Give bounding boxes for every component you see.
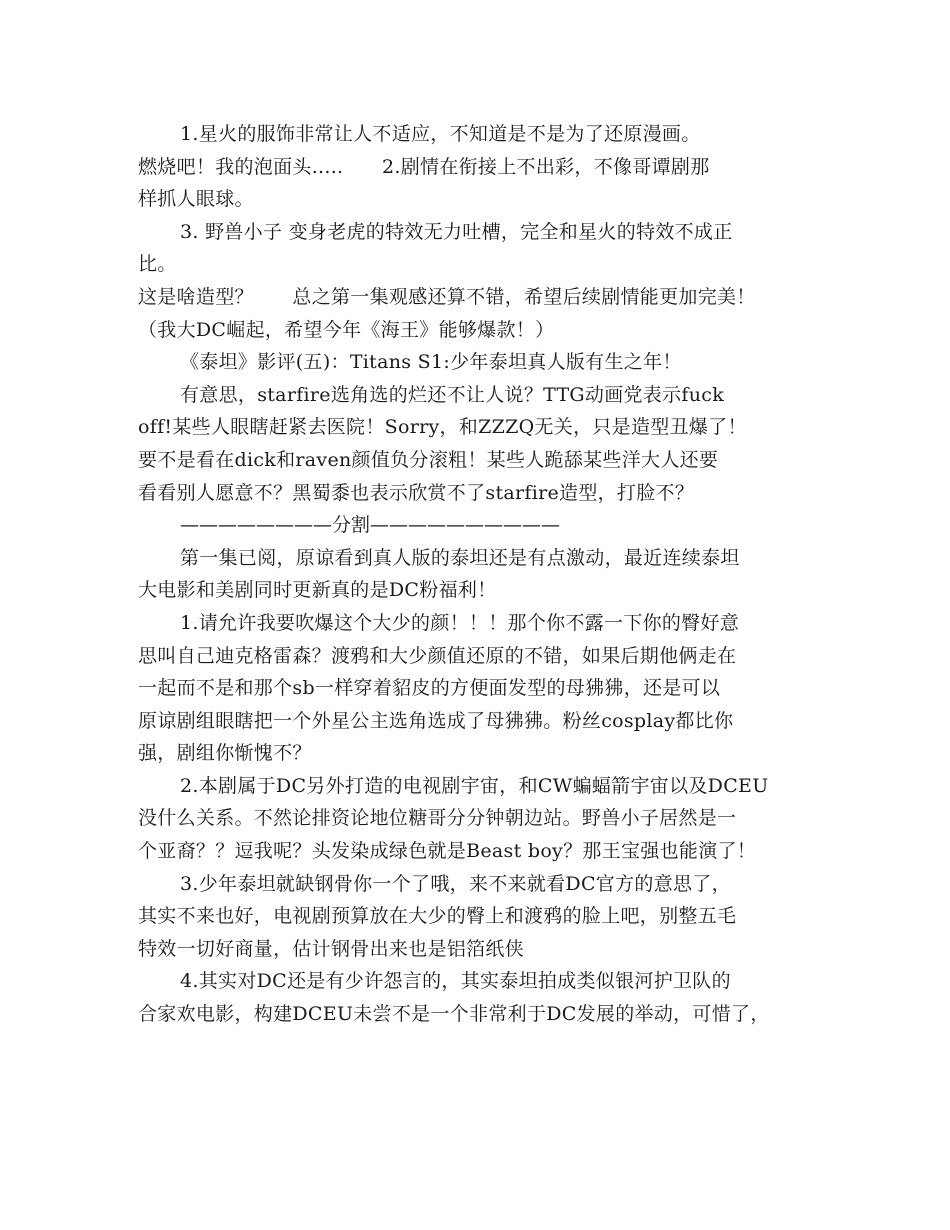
text-line: 要不是看在dick和raven颜值负分滚粗！某些人跪舔某些洋大人还要	[138, 448, 719, 471]
text-line: 3. 野兽小子 变身老虎的特效无力吐槽，完全和星火的特效不成正	[180, 220, 733, 243]
text-line: 2.本剧属于DC另外打造的电视剧宇宙，和CW蝙蝠箭宇宙以及DCEU	[180, 774, 769, 797]
text-line: 思叫自己迪克格雷森？渡鸦和大少颜值还原的不错，如果后期他俩走在	[138, 644, 737, 667]
text-line: 原谅剧组眼瞎把一个外星公主选角选成了母狒狒。粉丝cosplay都比你	[138, 709, 734, 732]
text-line: 样抓人眼球。	[138, 188, 254, 211]
text-line: 一起而不是和那个sb一样穿着貂皮的方便面发型的母狒狒，还是可以	[138, 677, 721, 700]
text-line: 看看别人愿意不？黑蜀黍也表示欣赏不了starfire造型，打脸不？	[138, 481, 695, 504]
text-line: 比。	[138, 253, 177, 276]
text-line: 4.其实对DC还是有少许怨言的，其实泰坦拍成类似银河护卫队的	[180, 970, 731, 993]
text-line: 强，剧组你惭愧不？	[138, 742, 312, 765]
text-line: 1.星火的服饰非常让人不适应，不知道是不是为了还原漫画。	[180, 123, 701, 145]
text-line: 特效一切好商量，估计钢骨出来也是铝箔纸侠	[138, 937, 525, 960]
text-line: 其实不来也好，电视剧预算放在大少的臀上和渡鸦的脸上吧，别整五毛	[138, 905, 737, 928]
text-line: 没什么关系。不然论排资论地位糖哥分分钟朝边站。野兽小子居然是一	[138, 807, 737, 830]
text-line: 1.请允许我要吹爆这个大少的颜！！！那个你不露一下你的臀好意	[180, 611, 740, 634]
review-heading: 《泰坦》影评(五)：Titans S1:少年泰坦真人版有生之年！	[180, 351, 682, 374]
text-line: off!某些人眼瞎赶紧去医院！Sorry，和ZZZQ无关，只是造型丑爆了！	[138, 416, 747, 439]
text-line: 大电影和美剧同时更新真的是DC粉福利！	[138, 579, 497, 602]
document-body	[138, 118, 818, 1031]
text-line: 3.少年泰坦就缺钢骨你一个了哦，来不来就看DC官方的意思了，	[180, 872, 731, 895]
text-line: 个亚裔？？逗我呢？头发染成绿色就是Beast boy？那王宝强也能演了！	[138, 840, 757, 863]
section-divider: ————————分割——————————	[180, 514, 561, 537]
text-line: 燃烧吧！我的泡面头..... 2.剧情在衔接上不出彩，不像哥谭剧那	[138, 155, 710, 178]
text-line: 合家欢电影，构建DCEU未尝不是一个非常利于DC发展的举动，可惜了，	[138, 1003, 770, 1026]
text-line: 有意思，starfire选角选的烂还不让人说？TTG动画党表示fuck	[180, 383, 725, 406]
text-line: （我大DC崛起，希望今年《海王》能够爆款！）	[138, 318, 555, 341]
text-line: 这是啥造型？ 总之第一集观感还算不错，希望后续剧情能更加完美！	[138, 285, 756, 308]
text-line: 第一集已阅，原谅看到真人版的泰坦还是有点激动，最近连续泰坦	[180, 546, 740, 569]
